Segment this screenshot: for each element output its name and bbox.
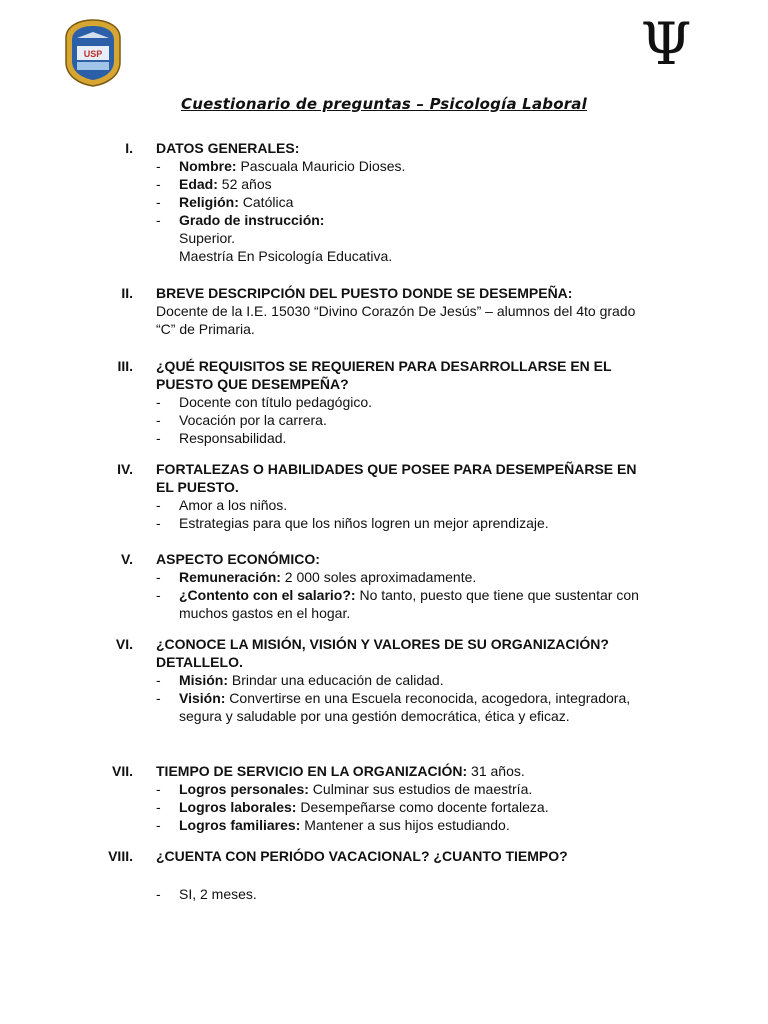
section-text: Docente de la I.E. 15030 “Divino Corazón De Jesús” – alumnos del 4to grado “C” de Primaria. — [156, 303, 636, 337]
list-item: - Logros personales: Culminar sus estudios de maestría. — [156, 781, 533, 797]
section-number: I. — [125, 140, 133, 156]
logo-text: USP — [83, 49, 103, 59]
section-heading: ¿CONOCE LA MISIÓN, VISIÓN Y VALORES DE SU ORGANIZACIÓN?DETALLELO. — [156, 636, 609, 670]
list-item: - Amor a los niños. — [156, 497, 288, 513]
section-number: IV. — [117, 461, 133, 477]
section-heading: TIEMPO DE SERVICIO EN LA ORGANIZACIÓN: 31 años. — [156, 763, 525, 779]
section-heading: ¿CUENTA CON PERIÓDO VACACIONAL? ¿CUANTO TIEMPO? — [156, 848, 568, 864]
list-item: - Vocación por la carrera. — [156, 412, 327, 428]
list-item: - Docente con título pedagógico. — [156, 394, 373, 410]
section-heading: BREVE DESCRIPCIÓN DEL PUESTO DONDE SE DESEMPEÑA: — [156, 285, 573, 301]
section-heading: DATOS GENERALES: — [156, 140, 300, 156]
list-item: - Edad: 52 años — [156, 176, 272, 192]
list-item: - Responsabilidad. — [156, 430, 287, 446]
list-item: - Logros familiares: Mantener a sus hijos estudiando. — [156, 817, 510, 833]
list-item: - Remuneración: 2 000 soles aproximadamente. — [156, 569, 477, 585]
section-number: VII. — [111, 763, 133, 779]
section-heading: FORTALEZAS O HABILIDADES QUE POSEE PARA DESEMPEÑARSE EN EL PUESTO. — [156, 461, 637, 495]
page-title: Cuestionario de preguntas – Psicología Laboral — [181, 95, 587, 113]
section-heading: ASPECTO ECONÓMICO: — [156, 551, 320, 567]
list-item: - Grado de instrucción: — [156, 212, 325, 228]
list-item: - Misión: Brindar una educación de calidad. — [156, 672, 444, 688]
list-item-continuation: Superior. — [179, 230, 236, 246]
list-item: - ¿Contento con el salario?: No tanto, puesto que tiene que sustentar con muchos gastos en el hogar. — [156, 587, 639, 621]
section-number: V. — [121, 551, 133, 567]
list-item-continuation: Maestría En Psicología Educativa. — [179, 248, 393, 264]
university-shield-logo-icon — [63, 18, 123, 88]
list-item: - SI, 2 meses. — [156, 886, 257, 902]
section-number: VIII. — [108, 848, 133, 864]
list-item: - Estrategias para que los niños logren un mejor aprendizaje. — [156, 515, 549, 531]
section-number: VI. — [115, 636, 133, 652]
psi-symbol-icon: Ψ — [640, 10, 692, 78]
list-item: - Visión: Convertirse en una Escuela reconocida, acogedora, integradora, segura y saludable por una gestión democrática, ética y eficaz. — [156, 690, 631, 724]
section-number: II. — [121, 285, 133, 301]
section-number: III. — [117, 358, 133, 374]
section-heading: ¿QUÉ REQUISITOS SE REQUIEREN PARA DESARROLLARSE EN EL PUESTO QUE DESEMPEÑA? — [156, 358, 612, 392]
list-item: - Logros laborales: Desempeñarse como docente fortaleza. — [156, 799, 549, 815]
list-item: - Nombre: Pascuala Mauricio Dioses. — [156, 158, 406, 174]
list-item: - Religión: Católica — [156, 194, 294, 210]
